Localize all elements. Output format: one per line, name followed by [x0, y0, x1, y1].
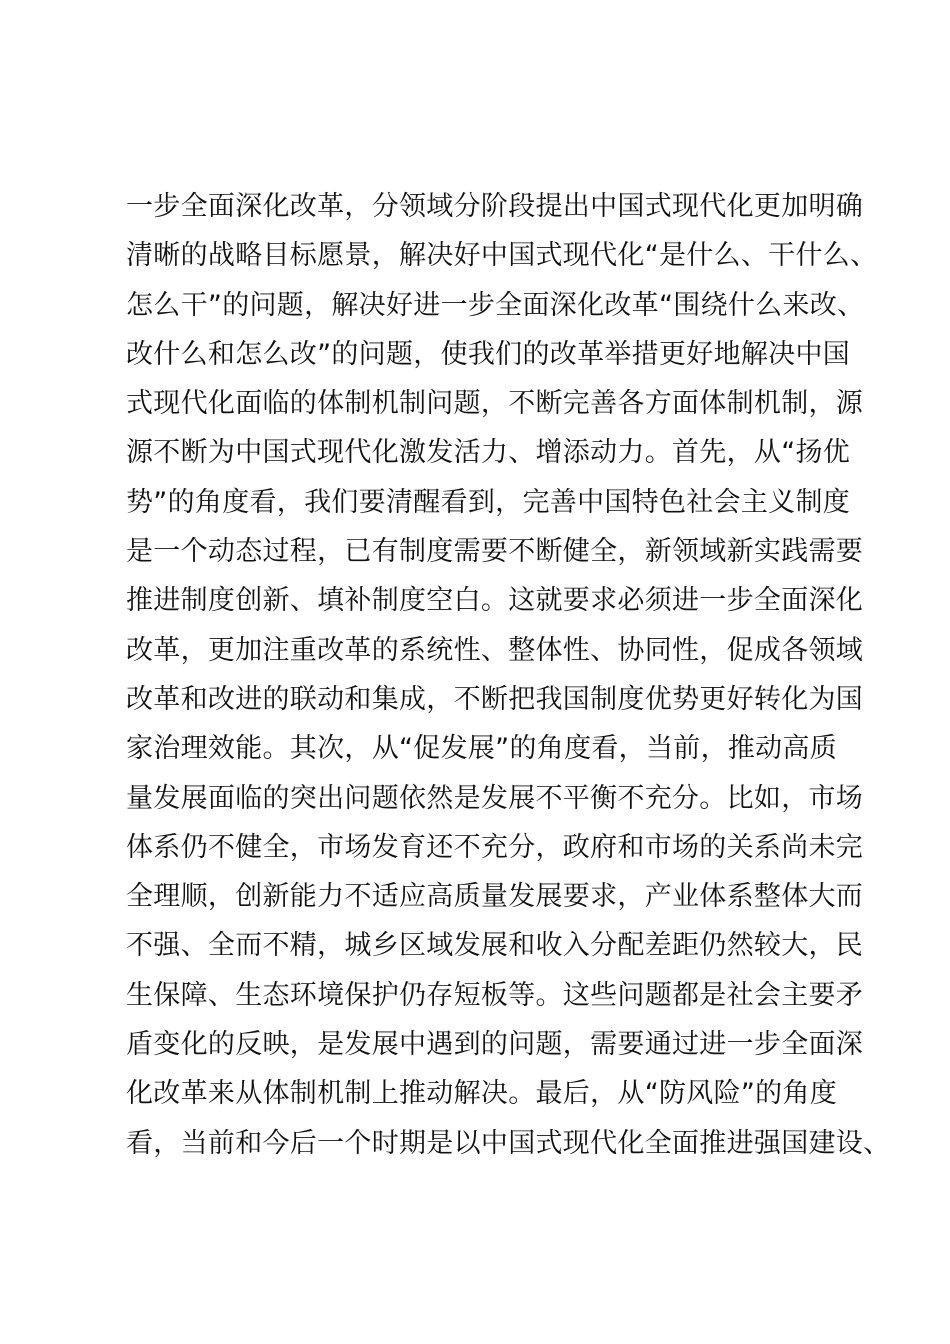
text-line: 生保障、生态环境保护仍存短板等。这些问题都是社会主要矛	[126, 979, 864, 1011]
text-line: 改革和改进的联动和集成，不断把我国制度优势更好转化为国	[126, 683, 864, 715]
text-line: 不强、全而不精，城乡区域发展和收入分配差距仍然较大，民	[126, 930, 864, 962]
body-paragraph	[126, 182, 891, 1168]
text-line: 势”的角度看，我们要清醒看到，完善中国特色社会主义制度	[126, 486, 851, 518]
text-line: 改什么和怎么改”的问题，使我们的改革举措更好地解决中国	[126, 338, 851, 370]
text-line: 式现代化面临的体制机制问题，不断完善各方面体制机制，源	[126, 388, 864, 420]
text-line: 改革，更加注重改革的系统性、整体性、协同性，促成各领域	[126, 634, 864, 666]
text-line: 源不断为中国式现代化激发活力、增添动力。首先，从“扬优	[126, 437, 851, 469]
text-line: 清晰的战略目标愿景，解决好中国式现代化“是什么、干什么、	[126, 240, 878, 272]
text-line: 全理顺，创新能力不适应高质量发展要求，产业体系整体大而	[126, 881, 864, 913]
text-line: 是一个动态过程，已有制度需要不断健全，新领域新实践需要	[126, 536, 864, 568]
text-line: 怎么干”的问题，解决好进一步全面深化改革“围绕什么来改、	[126, 289, 865, 321]
text-line: 体系仍不健全，市场发育还不充分，政府和市场的关系尚未完	[126, 831, 864, 863]
text-line: 看，当前和今后一个时期是以中国式现代化全面推进强国建设、	[126, 1127, 891, 1159]
text-line: 家治理效能。其次，从“促发展”的角度看，当前，推动高质	[126, 733, 838, 765]
text-line: 推进制度创新、填补制度空白。这就要求必须进一步全面深化	[126, 585, 864, 617]
text-line: 量发展面临的突出问题依然是发展不平衡不充分。比如，市场	[126, 782, 864, 814]
text-line: 一步全面深化改革，分领域分阶段提出中国式现代化更加明确	[126, 191, 864, 222]
text-line: 盾变化的反映，是发展中遇到的问题，需要通过进一步全面深	[126, 1029, 864, 1061]
text-line: 化改革来从体制机制上推动解决。最后，从“防风险”的角度	[126, 1078, 838, 1110]
